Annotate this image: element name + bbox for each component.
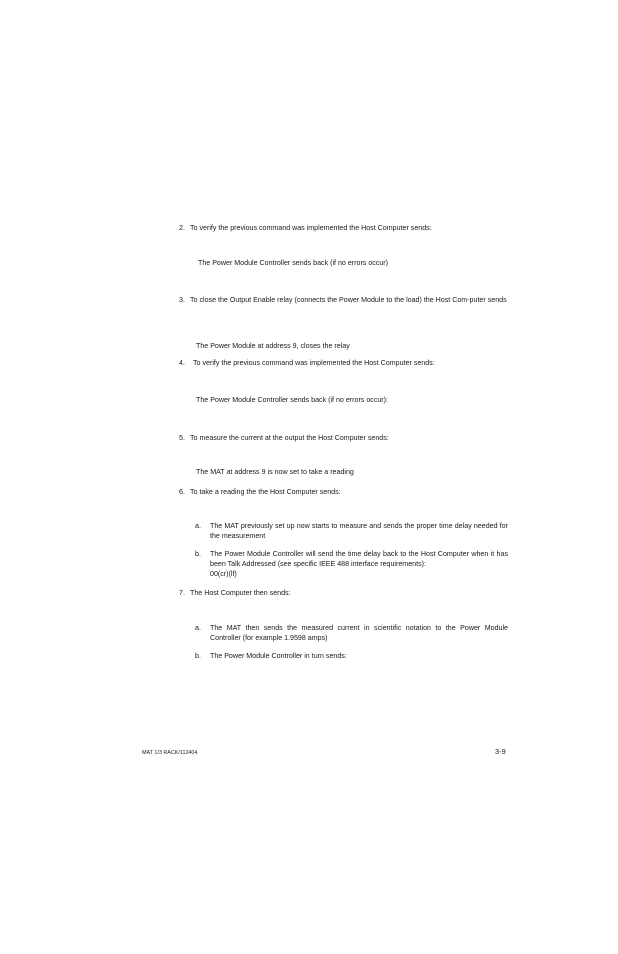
step-6b-text: The Power Module Controller will send the time delay back to the Host Computer when it has been Talk Addressed (see specific IEEE 488 interface requirements): [210,550,508,568]
step-6a-text: The MAT previously set up now starts to measure and sends the proper time delay needed for the measurement [210,522,508,540]
step-5-number: 5. [179,434,185,442]
step-3-number: 3. [179,296,185,304]
step-6b-letter: b. [195,550,201,558]
step-2-number: 2. [179,224,185,232]
step-4-text: To verify the previous command was implemented the Host Computer sends: [193,359,435,367]
footer-page-number: 3-9 [495,747,506,756]
step-5-response: The MAT at address 9 is now set to take a reading [196,468,354,476]
step-7-text: The Host Computer then sends: [190,589,291,597]
step-6b-extra: 00(cr)(lf) [210,570,237,578]
step-7b-letter: b. [195,652,201,660]
step-6a-letter: a. [195,522,201,530]
step-3-text: To close the Output Enable relay (connects the Power Module to the load) the Host Com-puter sends [190,296,507,304]
step-6-text: To take a reading the the Host Computer sends: [190,488,341,496]
step-5-text: To measure the current at the output the Host Computer sends: [190,434,389,442]
step-4-response: The Power Module Controller sends back (if no errors occur): [196,396,389,404]
step-7-number: 7. [179,589,185,597]
step-3-response: The Power Module at address 9, closes the relay [196,342,350,350]
step-7b-text: The Power Module Controller in turn sends: [210,652,347,660]
step-7a-text: The MAT then sends the measured current in scientific notation to the Power Module Controller (for example 1.9598 amps) [210,624,508,642]
footer-doc-id: MAT 1/3 RACK/112404 [142,750,198,756]
step-2-text: To verify the previous command was implemented the Host Computer sends: [190,224,432,232]
step-7a-letter: a. [195,624,201,632]
step-4-number: 4. [179,359,185,367]
step-2-response: The Power Module Controller sends back (if no errors occur) [198,259,389,267]
step-6-number: 6. [179,488,185,496]
